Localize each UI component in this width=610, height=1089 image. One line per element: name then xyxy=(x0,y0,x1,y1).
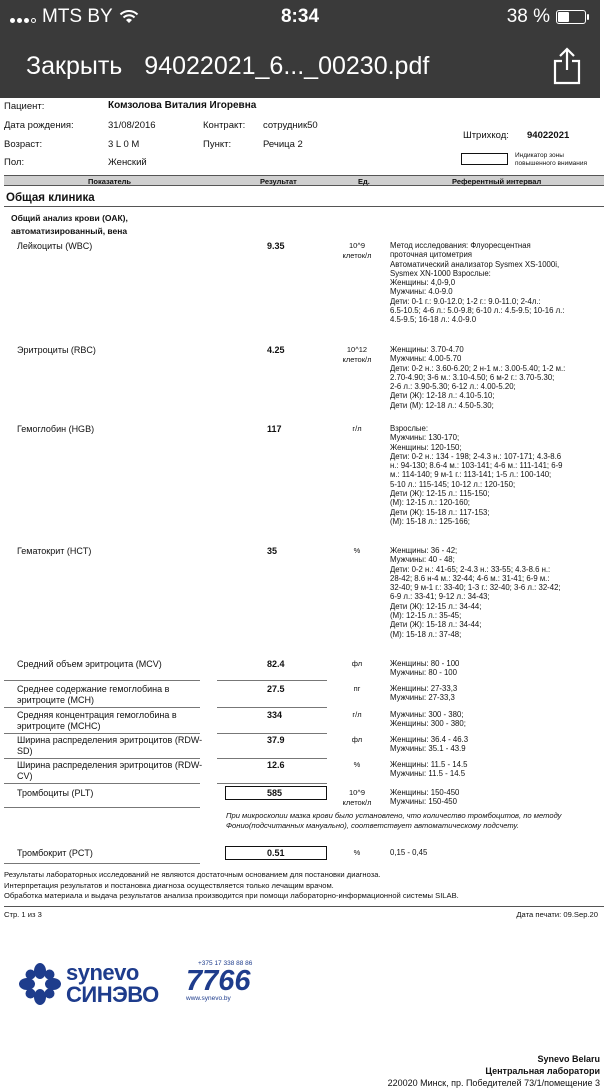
dob-value: 31/08/2016 xyxy=(108,120,156,131)
ref-line: Дети: 0-2 н.: 3.60-6.20; 2 н-1 м.: 3.00-5.40; 1-2 м.: xyxy=(390,363,566,373)
col-unit: Ед. xyxy=(358,177,370,186)
row-divider xyxy=(4,733,200,734)
print-date: Дата печати: 09.Sep.20 xyxy=(516,910,598,919)
brand-latin: synevo xyxy=(66,960,139,985)
row-name: Гематокрит (HCT) xyxy=(17,546,92,556)
ref-line: 0,15 - 0,45 xyxy=(390,848,428,857)
attention-indicator-box xyxy=(461,153,508,165)
ref-line: Женщины: 3.70-4.70 xyxy=(390,345,464,354)
row-ref xyxy=(390,345,610,410)
row-ref xyxy=(390,684,610,703)
table-row xyxy=(17,241,607,347)
row-divider xyxy=(4,807,200,808)
row-value: 37.9 xyxy=(267,735,285,745)
row-name: Тромбокрит (PCT) xyxy=(17,848,93,858)
sex-label: Пол: xyxy=(4,157,25,168)
row-unit: г/л xyxy=(352,424,362,433)
ref-line: Мужчины: 35.1 - 43.9 xyxy=(390,744,466,754)
pdf-page[interactable] xyxy=(0,98,600,1088)
row-name: Лейкоциты (WBC) xyxy=(17,241,93,251)
row-ref xyxy=(390,546,610,639)
row-ref xyxy=(390,788,610,807)
disclaimer xyxy=(4,870,459,902)
table-row xyxy=(17,788,607,808)
table-row xyxy=(17,710,607,734)
contact-block xyxy=(186,960,286,1002)
carrier-name: MTS BY xyxy=(42,6,113,27)
table-row xyxy=(17,424,607,544)
row-divider xyxy=(4,783,200,784)
row-unit: фл xyxy=(351,659,363,668)
row-value: 4.25 xyxy=(267,345,285,355)
row-unit: % xyxy=(353,848,361,857)
value-divider xyxy=(217,783,327,784)
ref-line: Метод исследования: Флуоресцентная xyxy=(390,241,531,250)
row-ref xyxy=(390,735,610,754)
ref-line: 2.70-4.90; 3-6 м.: 3.10-4.50; 6 м-2 г.: 3.70-5.30; xyxy=(390,372,555,382)
clock: 8:34 xyxy=(280,6,320,27)
synevo-logo xyxy=(18,960,168,1006)
row-value: 117 xyxy=(267,424,282,434)
short-number: 7766 xyxy=(186,965,251,997)
viewer-topbar xyxy=(0,0,600,98)
phone-number: +375 17 338 88 86 xyxy=(198,960,253,967)
row-value: 334 xyxy=(267,710,283,720)
table-row xyxy=(17,345,607,423)
row-ref xyxy=(390,424,610,526)
value-divider xyxy=(217,733,327,734)
ref-line: 6-9 л.: 33-41; 9-12 л.: 34-43; xyxy=(390,592,490,602)
row-name: Средняя концентрация гемоглобина в эритроците (MCHC) xyxy=(17,710,177,731)
viewer-nav xyxy=(0,34,600,98)
row-unit: 10^9 клеток/л xyxy=(342,241,372,260)
patient-name: Комзолова Виталия Игоревна xyxy=(108,100,257,111)
company-name: Synevo Belaru xyxy=(537,1054,600,1064)
ref-line: Мужчины: 150-450 xyxy=(390,797,457,807)
ref-line: 5-10 л.: 115-145; 10-12 л.: 120-150; xyxy=(390,479,516,489)
patient-label: Пациент: xyxy=(4,101,45,112)
row-unit: пг xyxy=(353,684,361,693)
ref-line: Дети: 0-2 н.: 41-65; 2-4.3 н.: 33-55; 4.3-8.6 н.: xyxy=(390,564,551,574)
ref-line: (М): 12-15 л.: 35-45; xyxy=(390,611,462,621)
row-ref xyxy=(390,241,610,325)
subsection-title: Общий анализ крови (ОАК), автоматизированный, вена xyxy=(11,213,128,236)
ref-line: Дети (Ж): 12-18 л.: 4.10-5.10; xyxy=(390,391,495,401)
brand-cyrillic: СИНЭВО xyxy=(66,982,159,1007)
ref-line: (М): 12-15 л.: 120-160; xyxy=(390,498,470,508)
row-unit: % xyxy=(353,760,361,769)
plt-microscopy-note: При микроскопии мазка крови было установлено, что количество тромбоцитов, по методу Фонио(подсчитанных мануально), соответствует автоматическому подсчету. xyxy=(226,811,562,830)
point-label: Пункт: xyxy=(203,139,232,150)
row-divider xyxy=(4,707,200,708)
company-address: 220020 Минск, пр. Победителей 73/1/помещение 3 xyxy=(387,1078,600,1088)
row-ref xyxy=(390,760,610,779)
ref-line: Мужчины: 300 - 380; xyxy=(390,710,464,719)
table-row xyxy=(17,735,607,759)
ref-line: Дети: 0-2 н.: 134 - 198; 2-4.3 н.: 107-171; 4.3-8.6 xyxy=(390,451,562,461)
row-divider xyxy=(4,680,200,681)
ref-line: м.: 114-140; 9 м-1 г.: 113-141; 1-5 л.: 100-140; xyxy=(390,470,552,480)
ref-line: (М): 15-18 л.: 125-166; xyxy=(390,516,470,526)
ref-line: проточная цитометрия xyxy=(390,250,473,260)
ref-line: Дети: 0-1 г.: 9.0-12.0; 1-2 г.: 9.0-11.0; 2-4л.: xyxy=(390,296,541,306)
ref-line: Мужчины: 27-33,3 xyxy=(390,693,455,703)
value-divider xyxy=(217,680,327,681)
ref-line: Мужчины: 40 - 48; xyxy=(390,555,455,565)
disclaimer-line: Обработка материала и выдача результатов анализа производится при помощи лабораторно-информационной системы SILAB. xyxy=(4,891,459,900)
contract-label: Контракт: xyxy=(203,120,246,131)
row-unit: % xyxy=(353,546,361,555)
value-divider xyxy=(217,707,327,708)
row-value: 12.6 xyxy=(267,760,285,770)
row-name: Средний объем эритроцита (MCV) xyxy=(17,659,162,669)
ref-line: 6.5-10.5; 4-6 л.: 5.0-9.8; 6-10 л.: 4.5-9.5; 10-16 л.: xyxy=(390,306,565,316)
ref-line: 4.5-9.5; 16-18 л.: 4.0-9.0 xyxy=(390,315,477,325)
age-value: 3 L 0 M xyxy=(108,139,140,150)
value-divider xyxy=(217,758,327,759)
row-ref xyxy=(390,848,610,857)
ref-line: Женщины: 36.4 - 46.3 xyxy=(390,735,469,744)
row-name: Эритроциты (RBC) xyxy=(17,345,96,355)
row-ref xyxy=(390,710,610,729)
section-title: Общая клиника xyxy=(6,192,95,204)
page-counter: Стр. 1 из 3 xyxy=(4,910,42,919)
ref-line: 28-42; 8.6 н-4 м.: 32-44; 4-6 м.: 31-41; 6-9 м.: xyxy=(390,573,550,583)
company-info xyxy=(388,1053,600,1089)
share-icon[interactable] xyxy=(550,46,584,86)
ref-line: Мужчины: 4.0-9.0 xyxy=(390,287,453,297)
row-name: Гемоглобин (HGB) xyxy=(17,424,95,434)
age-label: Возраст: xyxy=(4,139,43,150)
ref-line: Женщины: 27-33,3 xyxy=(390,684,458,693)
close-button[interactable]: Закрыть xyxy=(26,51,123,80)
ref-line: Мужчины: 130-170; xyxy=(390,433,460,443)
status-bar xyxy=(0,0,600,34)
footer-divider xyxy=(4,906,604,907)
ref-line: 2-6 л.: 3.90-5.30; 6-12 л.: 4.00-5.20; xyxy=(390,382,516,392)
ref-line: Женщины: 300 - 380; xyxy=(390,719,466,729)
row-value: 9.35 xyxy=(267,241,285,251)
ref-line: Женщины: 150-450 xyxy=(390,788,460,797)
row-name: Ширина распределения эритроцитов (RDW-SD) xyxy=(17,735,203,756)
col-indicator: Показатель xyxy=(88,177,132,186)
ref-line: Мужчины: 4.00-5.70 xyxy=(390,354,462,364)
ref-line: Женщины: 36 - 42; xyxy=(390,546,458,555)
ref-line: Дети (Ж): 12-15 л.: 34-44; xyxy=(390,601,482,611)
sex-value: Женский xyxy=(108,157,147,168)
col-result: Результат xyxy=(260,177,297,186)
ref-line: Женщины: 4,0-9,0 xyxy=(390,278,456,288)
row-value: 0.51 xyxy=(267,848,285,858)
row-value: 82.4 xyxy=(267,659,285,669)
attention-indicator-label: Индикатор зоны повышенного внимания xyxy=(515,152,588,167)
ref-line: Дети (Ж): 15-18 л.: 117-153; xyxy=(390,507,490,517)
flower-logo-icon xyxy=(18,962,62,1006)
battery-percent: 38 % xyxy=(506,6,550,27)
ref-line: Дети (Ж): 12-15 л.: 115-150; xyxy=(390,489,490,499)
barcode-label: Штрихкод: xyxy=(463,130,509,141)
row-divider xyxy=(4,863,200,864)
table-row xyxy=(17,760,607,784)
ref-line: Мужчины: 80 - 100 xyxy=(390,668,457,678)
point-value: Речица 2 xyxy=(263,139,303,150)
row-ref xyxy=(390,659,610,678)
dob-label: Дата рождения: xyxy=(4,120,74,131)
row-name: Тромбоциты (PLT) xyxy=(17,788,94,798)
disclaimer-line: Результаты лабораторных исследований не являются достаточным основанием для постановки диагноза. xyxy=(4,870,381,879)
ref-line: н.: 94-130; 8.6-4 м.: 103-141; 4-6 м.: 111-141; 6-9 xyxy=(390,461,563,471)
table-row xyxy=(17,546,607,656)
ref-line: (М): 15-18 л.: 37-48; xyxy=(390,629,462,639)
table-header xyxy=(4,175,604,186)
ref-line: Женщины: 80 - 100 xyxy=(390,659,460,668)
row-value: 35 xyxy=(267,546,278,556)
battery-icon xyxy=(556,10,586,24)
ref-line: Мужчины: 11.5 - 14.5 xyxy=(390,769,466,779)
row-value: 585 xyxy=(267,788,283,798)
document-title: 94022021_6..._00230.pdf xyxy=(144,51,430,80)
cellular-signal-icon xyxy=(10,11,36,23)
table-row xyxy=(17,659,607,681)
contract-value: сотрудник50 xyxy=(263,120,318,131)
row-value: 27.5 xyxy=(267,684,285,694)
row-unit: 10^12 клеток/л xyxy=(342,345,372,364)
wifi-icon xyxy=(119,10,139,24)
ref-line: 32-40; 9 м-1 г.: 33-40; 1-3 г.: 32-40; 3-6 л.: 32-42; xyxy=(390,583,561,593)
ref-line: Дети (М): 12-18 л.: 4.50-5.30; xyxy=(390,400,494,410)
row-divider xyxy=(4,758,200,759)
table-row xyxy=(17,684,607,708)
ref-line: Дети (Ж): 15-18 л.: 34-44; xyxy=(390,620,482,630)
row-unit: г/л xyxy=(352,710,362,719)
table-row xyxy=(17,848,607,864)
website: www.synevo.by xyxy=(186,995,231,1002)
row-name: Ширина распределения эритроцитов (RDW-CV) xyxy=(17,760,203,781)
disclaimer-line: Интерпретация результатов и постановка диагноза осуществляется только лечащим врачом. xyxy=(4,880,334,890)
row-name: Среднее содержание гемоглобина в эритроците (MCH) xyxy=(17,684,170,705)
row-unit: 10^9 клеток/л xyxy=(342,788,372,807)
col-ref: Референтный интервал xyxy=(452,177,542,186)
lab-name: Центральная лаборатори xyxy=(485,1066,600,1076)
ref-line: Sysmex XN-1000 Взрослые: xyxy=(390,268,491,278)
ref-line: Женщины: 11.5 - 14.5 xyxy=(390,760,468,769)
barcode-value: 94022021 xyxy=(527,130,570,141)
ref-line: Взрослые: xyxy=(390,424,429,433)
ref-line: Женщины: 120-150; xyxy=(390,442,462,452)
row-unit: фл xyxy=(351,735,363,744)
section-divider xyxy=(4,206,604,207)
ref-line: Автоматический анализатор Sysmex XS-1000i, xyxy=(390,259,560,269)
